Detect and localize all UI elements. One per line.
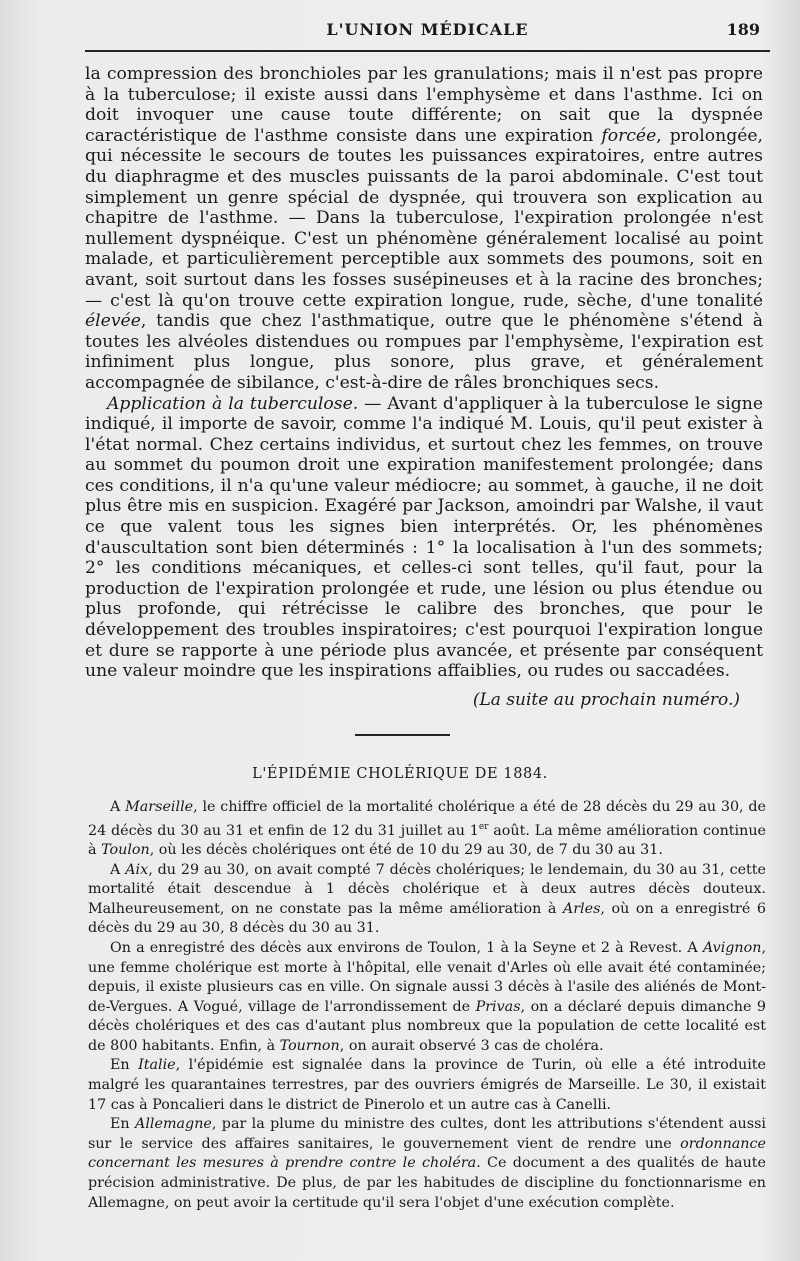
section-divider <box>355 734 450 736</box>
paragraph-expiration: la compression des bronchioles par les granulations; mais il n'est pas propre à la tuberculose; il existe aussi dans l'emphysème et dans l'asthme. Ici on doit invoquer une cause toute différente; on sait que la dyspnée caractéristique de l'asthme consiste dans une expiration forcée, prolongée, qui nécessite le secours de toutes les puissances expiratoires, entre autres du diaphragme et des muscles puissants de la paroi abdominale. C'est tout simplement un genre spécial de dyspnée, qui trouvera son explication au chapitre de l'asthme. — Dans la tuberculose, l'expiration prolongée n'est nullement dyspnéique. C'est un phénomène généralement localisé au point malade, et particulièrement perceptible aux sommets des poumons, soit en avant, soit surtout dans les fosses susépineuses et à la racine des bronches; — c'est là qu'on trouve cette expiration longue, rude, sèche, d'une tonalité élevée, tandis que chez l'asthmatique, outre que le phénomène s'étend à toutes les alvéoles distendues ou rompues par l'emphysème, l'expiration est infiniment plus longue, plus sonore, plus grave, et généralement accompagnée de sibilance, c'est-à-dire de râles bronchiques secs. <box>85 64 763 393</box>
paragraph-italie: En Italie, l'épidémie est signalée dans la province de Turin, où elle a été introduite malgré les quarantaines terrestres, par des ouvriers émigrés de Marseille. Le 30, il existait 17 cas à Poncalieri dans le district de Pinerolo et un autre cas à Canelli. <box>88 1057 766 1113</box>
article-body-asthma <box>85 64 763 682</box>
page-number: 189 <box>726 20 760 39</box>
page-header <box>85 20 770 44</box>
paragraph-application: Application à la tuberculose. — Avant d'appliquer à la tuberculose le signe indiqué, il importe de savoir, comme l'a indiqué M. Louis, qu'il peut exister à l'état normal. Chez certains individus, et surtout chez les femmes, on trouve au sommet du poumon droit une expiration manifestement prolongée; dans ces conditions, il n'a qu'une valeur médiocre; au sommet, à gauche, il ne doit plus être mis en suspicion. Exagéré par Jackson, amoindri par Walshe, il vaut ce que valent tous les signes bien interprétés. Or, les phénomènes d'auscultation sont bien déterminés : 1° la localisation à l'un des sommets; 2° les conditions mécaniques, et celles-ci sont telles, qu'il faut, pour la production de l'expiration prolongée et rude, une lésion ou plus étendue ou plus profonde, qui rétrécisse le calibre des bronches, que pour le développement des troubles inspiratoires; c'est pourquoi l'expiration longue et dure se rapporte à une période plus avancée, et présente par conséquent une valeur moindre que les inspirations affaiblies, ou rudes ou saccadées. <box>85 393 763 682</box>
article-body-cholera <box>88 798 766 1213</box>
paragraph-aix: A Aix, du 29 au 30, on avait compté 7 décès cholériques; le lendemain, du 30 au 31, cette mortalité était descendue à 1 décès cholérique et à deux autres décès douteux. Malheureusement, on ne constate pas la même amélioration à Arles, où on a enregistré 6 décès du 29 au 30, 8 décès du 30 au 31. <box>88 861 767 937</box>
continuation-note: (La suite au prochain numéro.) <box>472 690 740 710</box>
header-rule <box>85 50 770 52</box>
paragraph-toulon-environs: On a enregistré des décès aux environs de Toulon, 1 à la Seyne et 2 à Revest. A Avignon, une femme cholérique est morte à l'hôpital, elle venait d'Arles où elle avait été contaminée; depuis, il existe plusieurs cas en ville. On signale aussi 3 décès à l'asile des aliénés de Mont-de-Vergues. A Vogué, village de l'arrondissement de Privas, on a déclaré depuis dimanche 9 décès cholériques et des cas d'autant plus nombreux que la population de cette localité est de 800 habitants. Enfin, à Tournon, on aurait observé 3 cas de choléra. <box>88 939 766 1054</box>
running-title: L'UNION MÉDICALE <box>326 20 529 39</box>
paragraph-marseille: A Marseille, le chiffre officiel de la mortalité cholérique a été de 28 décès du 29 au 30, de 24 décès du 30 au 31 et enfin de 12 du 31 juillet au 1er août. La même amélioration continue à Toulon, où les décès cholériques ont été de 10 du 29 au 30, de 7 du 30 au 31. <box>88 799 767 858</box>
paragraph-allemagne: En Allemagne, par la plume du ministre des cultes, dont les attributions s'étendent aussi sur le service des affaires sanitaires, le gouvernement vient de rendre une ordonnance concernant les mesures à prendre contre le choléra. Ce document a des qualités de haute précision administrative. De plus, de par les habitudes de discipline du fonctionnarisme en Allemagne, on peut avoir la certitude qu'il sera l'objet d'une exécution complète. <box>88 1116 766 1211</box>
section-title: L'ÉPIDÉMIE CHOLÉRIQUE DE 1884. <box>252 766 548 782</box>
